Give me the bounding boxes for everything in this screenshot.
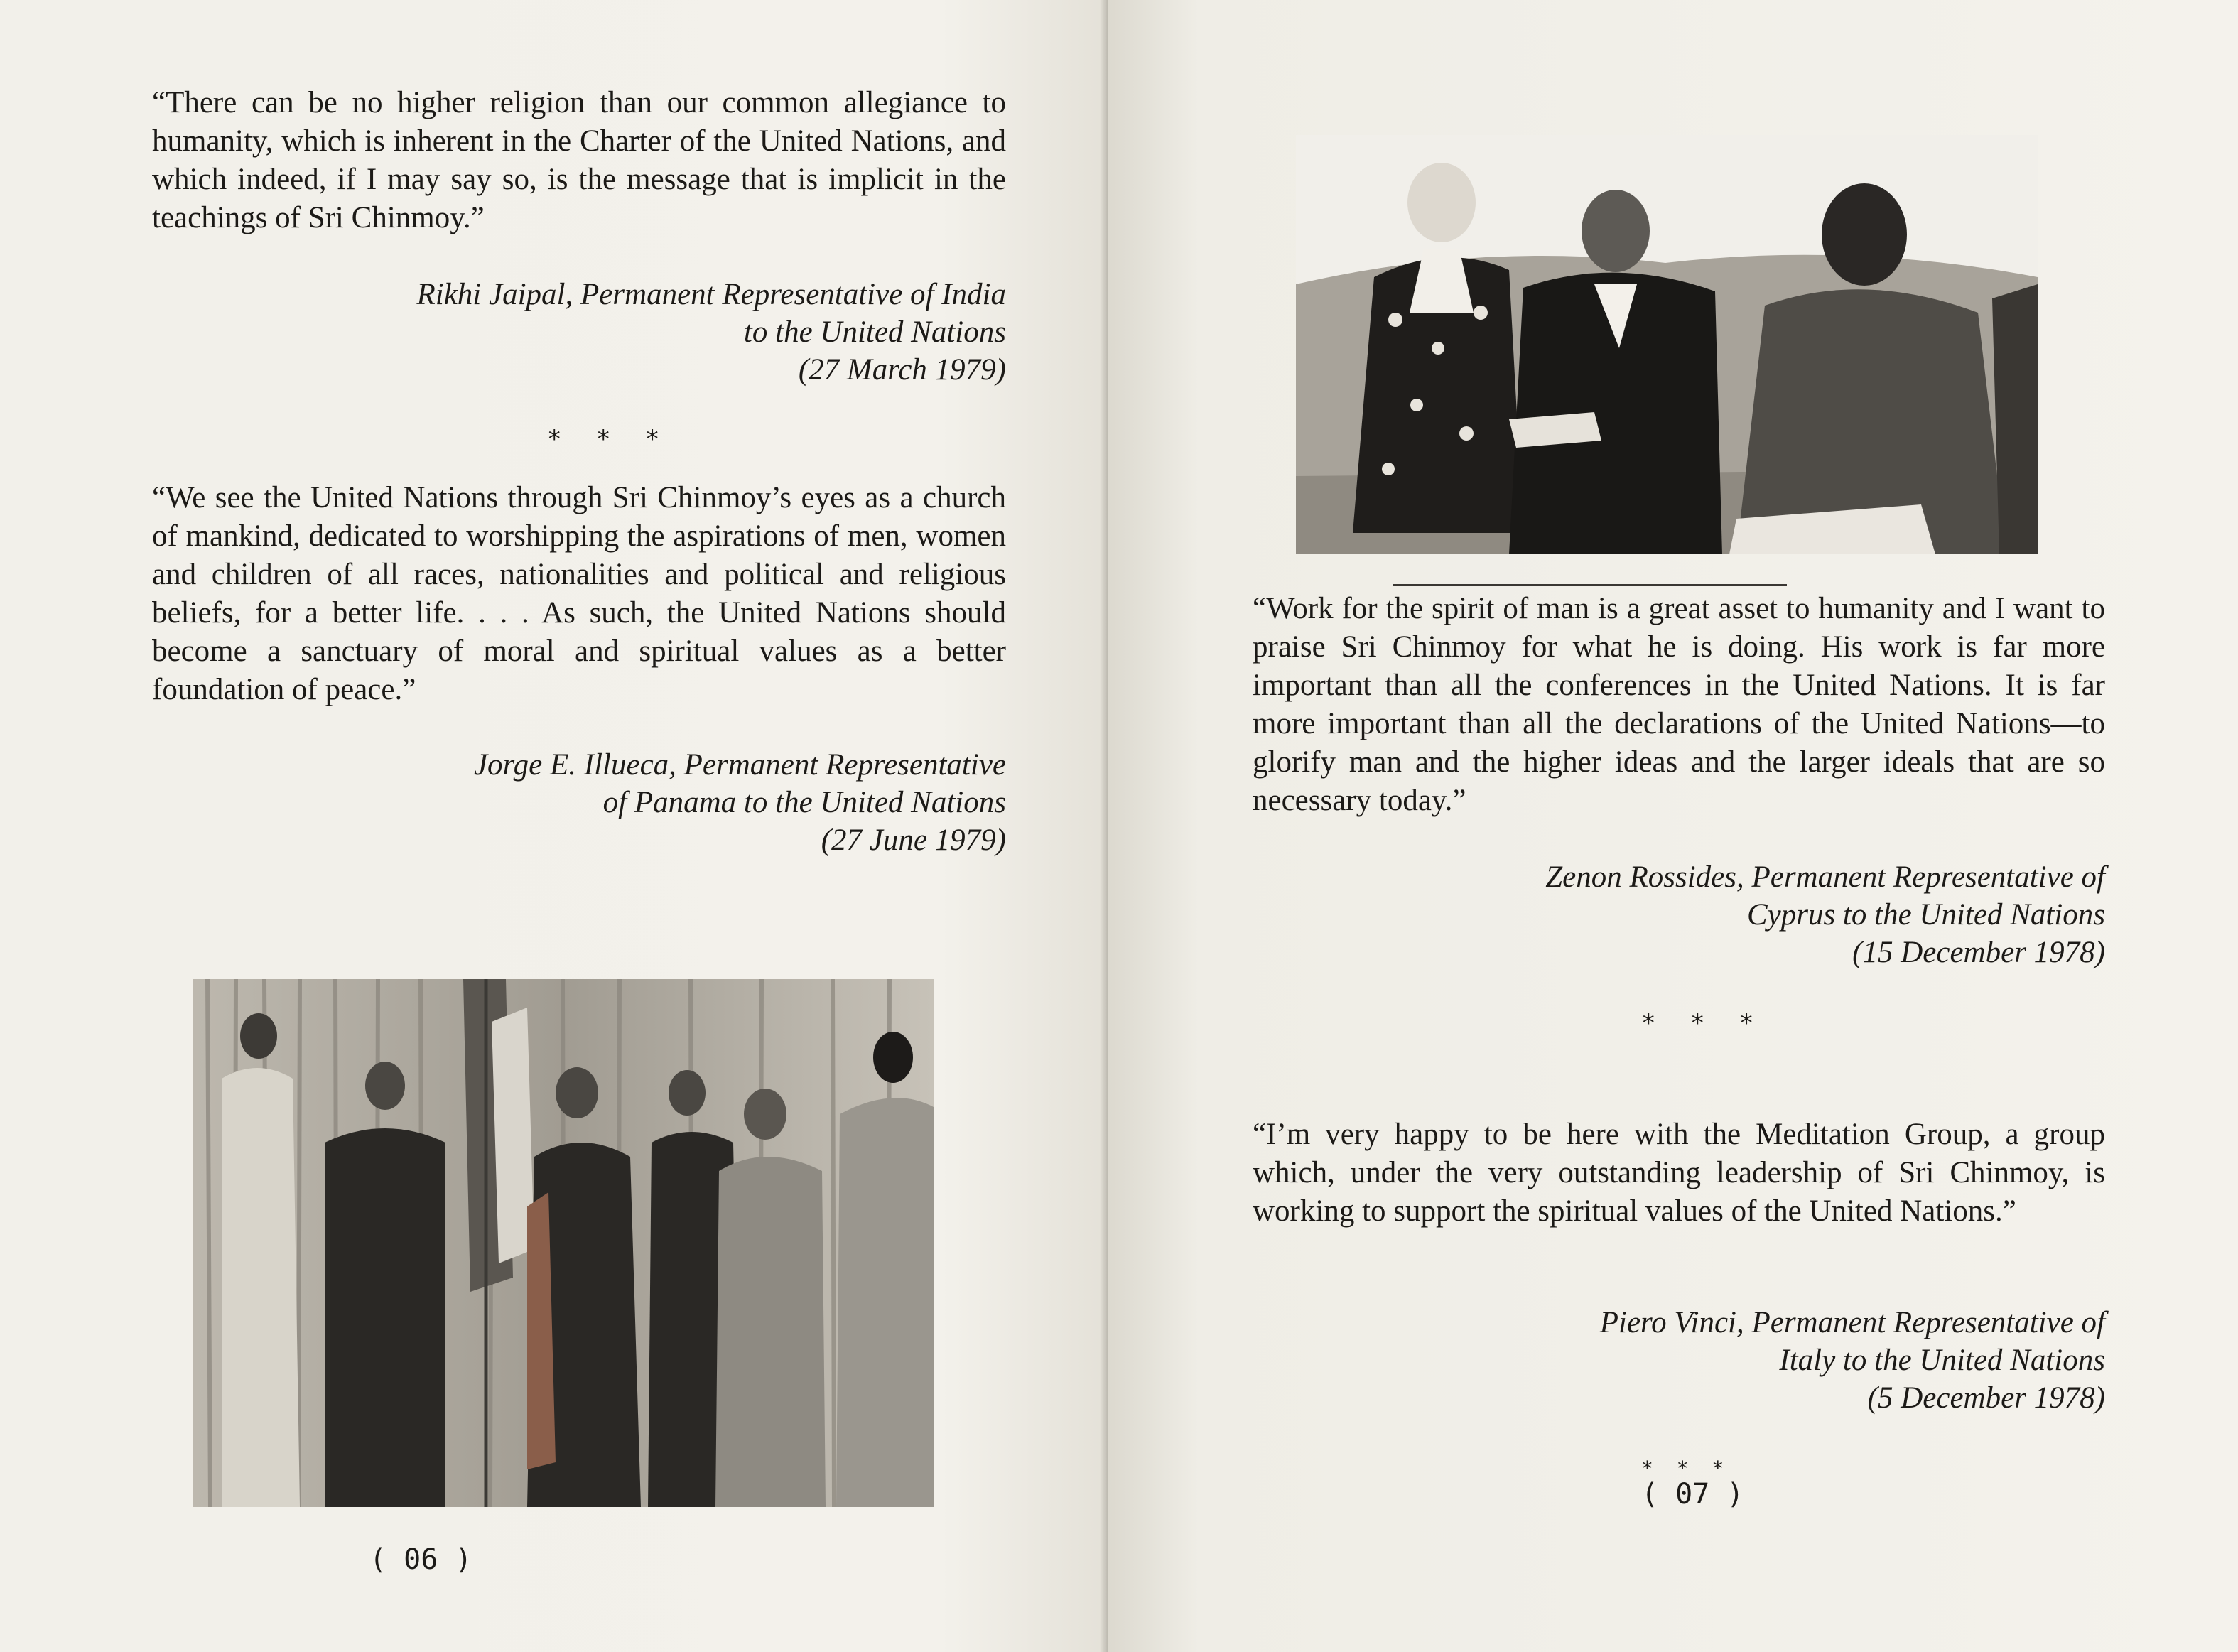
left-page [0,0,1108,1652]
group-photo [193,979,934,1507]
attribution-line: Cyprus to the United Nations [1746,898,2105,932]
sofa-photo [1296,135,2038,554]
attribution-vinci [1357,1304,2105,1417]
attribution-line: Italy to the United Nations [1779,1344,2105,1377]
attribution-line: Piero Vinci, Permanent Representative of [1599,1306,2105,1339]
attribution-line: to the United Nations [743,315,1006,349]
attribution-line: of Panama to the United Nations [602,786,1006,819]
sofa-photo-image [1296,135,2038,554]
attribution-illueca [256,746,1006,859]
attribution-line: (15 December 1978) [1852,936,2105,969]
attribution-line: (27 March 1979) [798,353,1006,387]
attribution-line: Zenon Rossides, Permanent Representative of [1545,860,2105,894]
group-photo-image [193,979,934,1507]
attribution-line: Jorge E. Illueca, Permanent Representative [473,748,1006,782]
divider-rule [1393,584,1787,586]
page-number-06: ( 06 ) [369,1543,472,1576]
attribution-line: Rikhi Jaipal, Permanent Representative of India [416,278,1006,311]
page-number-07: ( 07 ) [1641,1478,1744,1511]
attribution-jaipal [256,276,1006,389]
attribution-line: (5 December 1978) [1867,1381,2105,1415]
quote-illueca: “We see the United Nations through Sri Chinmoy’s eyes as a church of mankind, dedicated to worshipping the aspirations of men, women and children of all races, nationalities and political and religious beliefs, for a better life. . . . As such, the United Nations should become a sanctuary of moral and spiritual values as a better foundation of peace.” [152,481,1006,706]
section-separator: * * * [1641,1457,1730,1480]
right-page [1108,0,2238,1652]
quote-rossides: “Work for the spirit of man is a great asset to humanity and I want to praise Sri Chinmoy for what he is doing. His work is far more important than all the conferences in the United Nations. It is far more important than all the declarations of the United Nations—to glorify man and the higher ideas and the larger ideals that are so necessary today.” [1253,592,2105,817]
section-separator: * * * [547,425,670,453]
section-separator: * * * [1641,1009,1764,1037]
quote-vinci: “I’m very happy to be here with the Meditation Group, a group which, under the very outstanding leadership of Sri Chinmoy, is working to support the spiritual values of the United Nations.” [1253,1118,2105,1228]
attribution-line: (27 June 1979) [821,824,1006,857]
attribution-rossides [1357,858,2105,971]
quote-jaipal: “There can be no higher religion than our common allegiance to humanity, which is inherent in the Charter of the United Nations, and which indeed, if I may say so, is the message that is implicit in the teachings of Sri Chinmoy.” [152,86,1006,234]
